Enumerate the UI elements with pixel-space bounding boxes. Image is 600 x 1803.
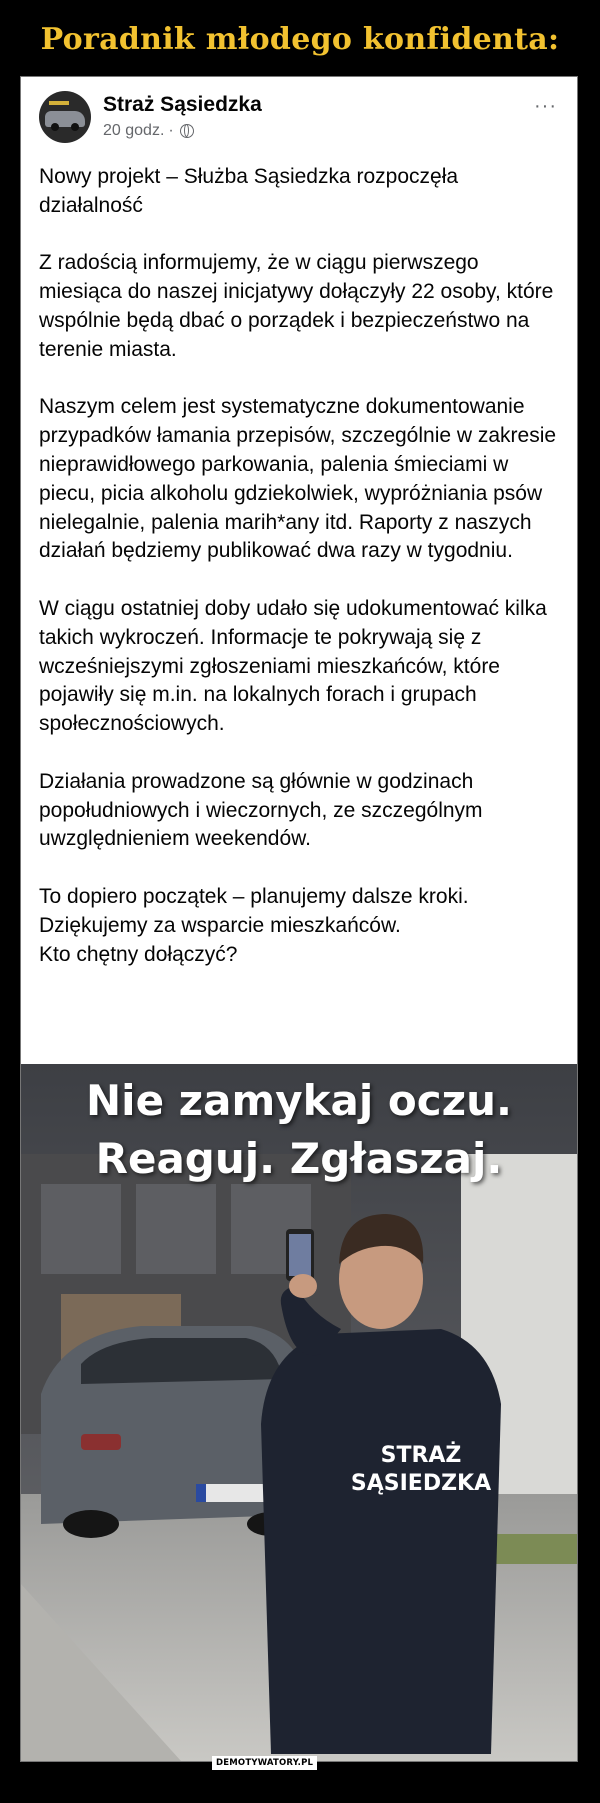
car-light [81, 1434, 121, 1450]
phone-screen [289, 1234, 311, 1276]
facebook-post-card [20, 76, 578, 1762]
page-name-link[interactable]: Straż Sąsiedzka [103, 93, 262, 116]
avatar-wheel-rear [71, 123, 79, 131]
person-jacket [261, 1329, 501, 1754]
post-paragraph: W ciągu ostatniej doby udało się udokumentować kilka takich wykroczeń. Informacje te pokrywają się z wcześniejszymi zgłoszeniami mieszkańców, które pojawiły się m.in. na lokalnych forach i grupach społecznościowych. [39, 596, 547, 736]
headline-line: Nie zamykaj oczu. [86, 1076, 512, 1125]
site-watermark[interactable]: DEMOTYWATORY.PL [212, 1756, 317, 1770]
page-title: Poradnik młodego konfidenta: [40, 22, 560, 57]
avatar[interactable] [39, 91, 91, 143]
meta-separator: · [168, 122, 174, 139]
avatar-logo-strip [49, 101, 69, 105]
post-paragraph: Nowy projekt – Służba Sąsiedzka rozpoczęła działalność [39, 165, 459, 217]
jacket-line: STRAŻ [380, 1443, 462, 1468]
post-paragraph: Naszym celem jest systematyczne dokumentowanie przypadków łamania przepisów, szczególnie w zakresie nieprawidłowego parkowania, palenia śmieciami w piecu, picia alkoholu gdziekolwiek, wypróżniania psów nielegalnie, palenia marih*any itd. Raporty z naszych działań będziemy publikować dwa razy w tygodniu. [39, 395, 557, 563]
building-window [41, 1184, 121, 1274]
post-timestamp[interactable]: 20 godz. [103, 122, 165, 139]
jacket-lettering [346, 1442, 496, 1498]
headline-line: Reaguj. Zgłaszaj. [95, 1134, 503, 1183]
post-meta [103, 122, 194, 140]
car-wheel [63, 1510, 119, 1538]
closing-line: Kto chętny dołączyć? [39, 942, 238, 966]
globe-icon [180, 124, 194, 138]
post-header [39, 91, 559, 147]
post-paragraph: Działania prowadzone są głównie w godzinach popołudniowych i wieczornych, ze szczególnym uwzględnieniem weekendów. [39, 769, 483, 851]
car-plate-eu-band [196, 1484, 206, 1502]
closing-line: To dopiero początek – planujemy dalsze kroki. [39, 884, 469, 908]
post-image[interactable] [21, 1064, 577, 1761]
image-headline [21, 1072, 577, 1188]
post-body [39, 163, 561, 969]
grass [491, 1534, 577, 1564]
avatar-wheel-front [51, 123, 59, 131]
more-options-icon[interactable]: ··· [534, 95, 557, 117]
post-closing [39, 883, 561, 969]
closing-line: Dziękujemy za wsparcie mieszkańców. [39, 913, 401, 937]
person-hand [289, 1274, 317, 1298]
post-paragraph: Z radością informujemy, że w ciągu pierwszego miesiąca do naszej inicjatywy dołączyły 22 osoby, które wspólnie będą dbać o porządek i bezpieczeństwo na terenie miasta. [39, 251, 554, 361]
jacket-line: SĄSIEDZKA [350, 1471, 492, 1496]
building-window [136, 1184, 216, 1274]
